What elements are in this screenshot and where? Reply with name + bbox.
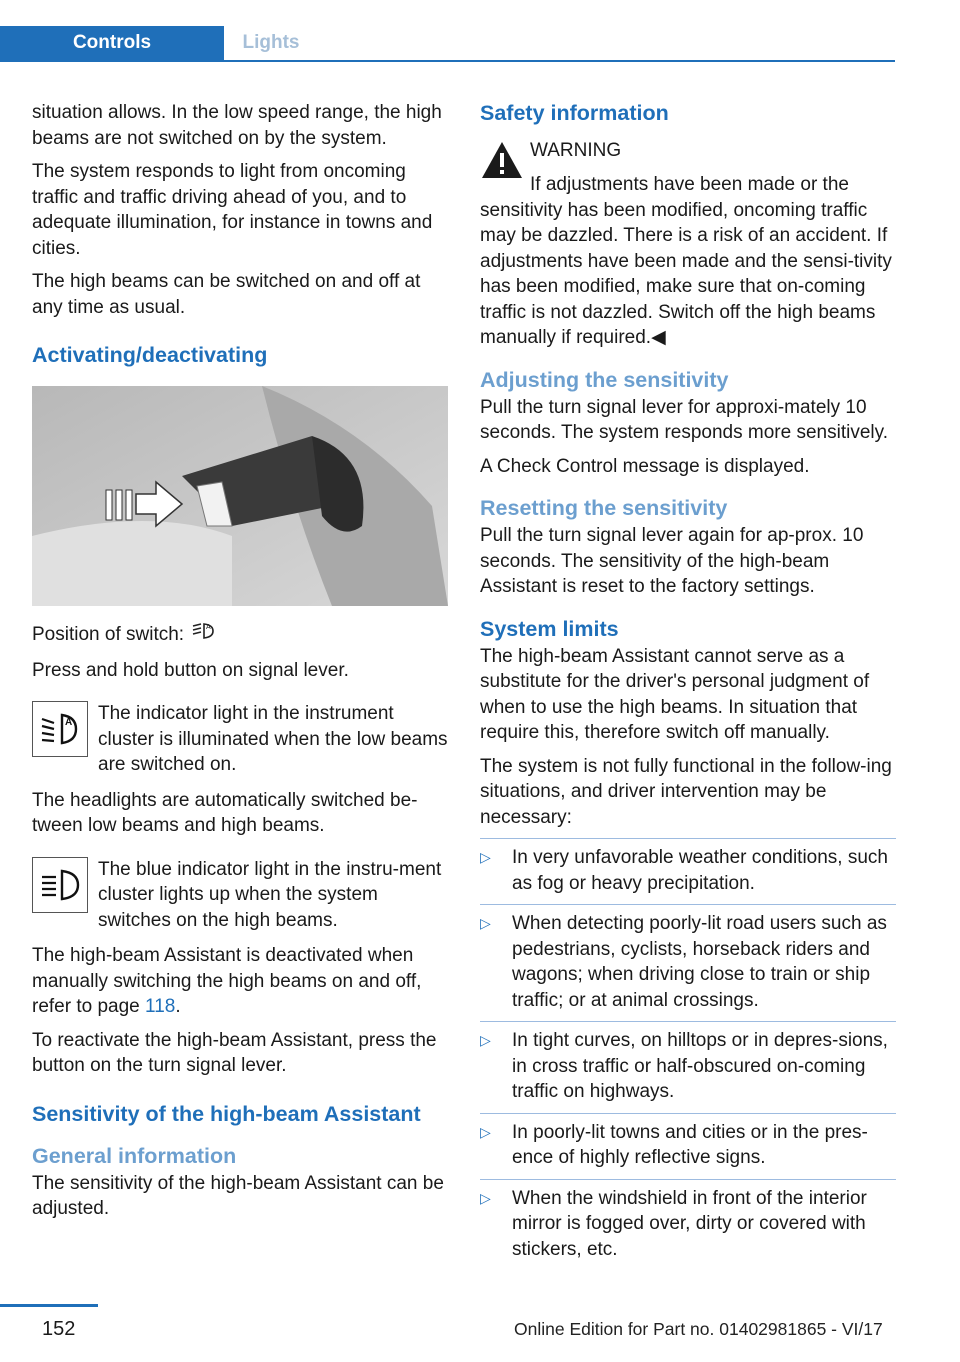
paragraph: Press and hold button on signal lever. bbox=[32, 659, 349, 681]
paragraph: To reactivate the high-beam Assistant, press the button on the turn signal lever. bbox=[32, 1029, 437, 1076]
high-beam-assistant-icon bbox=[189, 620, 217, 650]
left-column bbox=[32, 100, 448, 1230]
heading-adjusting-sensitivity: Adjusting the sensitivity bbox=[480, 367, 729, 392]
edition-info: Online Edition for Part no. 01402981865 - VI/17 bbox=[514, 1319, 883, 1339]
header-rule bbox=[0, 60, 895, 62]
paragraph: The high beams can be switched on and off at any time as usual. bbox=[32, 271, 421, 318]
paragraph: A Check Control message is displayed. bbox=[480, 455, 810, 477]
list-item-text: When detecting poorly-lit road users such as pedestrians, cyclists, horseback riders and wagons; when driving close to train or ship traffic; or at animal crossings. bbox=[512, 913, 887, 1011]
svg-text:A: A bbox=[65, 717, 73, 728]
paragraph: The high-beam Assistant cannot serve as a substitute for the driver's personal judgment of when to use the high beams. In situation that require this, therefore switch off manually. bbox=[480, 645, 870, 743]
list-item bbox=[480, 838, 896, 904]
paragraph: situation allows. In the low speed range, the high beams are not switched on by the system. bbox=[32, 102, 442, 149]
svg-text:A: A bbox=[206, 624, 212, 631]
switch-position bbox=[32, 620, 448, 650]
header-tabs bbox=[0, 26, 895, 62]
paragraph: Pull the turn signal lever again for ap-prox. 10 seconds. The sensitivity of the high-beam Assistant is reset to the factory settings. bbox=[480, 525, 864, 597]
list-item-text: In tight curves, on hilltops or in depres-sions, in cross traffic or half-obscured on-coming traffic on highways. bbox=[512, 1030, 888, 1102]
list-item bbox=[480, 904, 896, 1021]
heading-system-limits: System limits bbox=[480, 616, 619, 641]
list-item-text: In poorly-lit towns and cities or in the pres-ence of highly reflective signs. bbox=[512, 1121, 868, 1168]
paragraph: The indicator light in the instrument cluster is illuminated when the low beams are switched on. bbox=[98, 703, 448, 775]
list-item bbox=[480, 1021, 896, 1113]
triangle-bullet-icon: ▷ bbox=[480, 1123, 491, 1140]
list-item-text: In very unfavorable weather conditions, such as fog or heavy precipitation. bbox=[512, 847, 888, 894]
period: . bbox=[175, 996, 181, 1017]
warning-triangle-icon bbox=[480, 140, 524, 180]
low-beam-assist-icon bbox=[32, 701, 88, 757]
signal-lever-illustration bbox=[32, 386, 448, 606]
paragraph: The system is not fully functional in the follow-ing situations, and driver intervention may be necessary: bbox=[480, 755, 892, 828]
warning-text: If adjustments have been made or the sensitivity has been modified, oncoming traffic may be dazzled. There is a risk of an accident. If adjustments have been made and the sensi-tivity has been modified, make sure that on-coming traffic is not dazzled. Switch off the high beams manually if required.◀ bbox=[480, 174, 892, 348]
heading-safety-information: Safety information bbox=[480, 101, 669, 125]
triangle-bullet-icon: ▷ bbox=[480, 1189, 491, 1206]
paragraph: The headlights are automatically switched be-tween low beams and high beams. bbox=[32, 789, 418, 836]
heading-sensitivity: Sensitivity of the high-beam Assistant bbox=[32, 1101, 421, 1126]
paragraph: Pull the turn signal lever for approxi-mately 10 seconds. The system responds more sensitively. bbox=[480, 396, 888, 443]
list-item bbox=[480, 1113, 896, 1179]
tab-lights[interactable]: Lights bbox=[242, 32, 300, 53]
triangle-bullet-icon: ▷ bbox=[480, 915, 491, 931]
system-limits-list bbox=[480, 838, 896, 1270]
paragraph: The sensitivity of the high-beam Assistant can be adjusted. bbox=[32, 1172, 444, 1219]
high-beam-indicator-row bbox=[32, 857, 448, 934]
triangle-bullet-icon: ▷ bbox=[480, 849, 491, 865]
paragraph: The blue indicator light in the instru-ment cluster lights up when the system switches on the high beams. bbox=[98, 858, 442, 931]
high-beam-icon bbox=[32, 857, 88, 913]
footer-rule bbox=[0, 1304, 98, 1307]
paragraph: The system responds to light from oncoming traffic and traffic driving ahead of you, and to adequate illumination, for instance in towns and cities. bbox=[32, 161, 433, 259]
list-item-text: When the windshield in front of the interior mirror is fogged over, dirty or covered with stickers, etc. bbox=[512, 1187, 867, 1260]
warning-label: WARNING bbox=[530, 140, 622, 161]
page-link[interactable]: 118 bbox=[145, 996, 176, 1017]
tab-controls[interactable]: Controls bbox=[0, 26, 224, 60]
list-item bbox=[480, 1179, 896, 1271]
switch-label: Position of switch: bbox=[32, 623, 185, 645]
heading-resetting-sensitivity: Resetting the sensitivity bbox=[480, 496, 728, 520]
heading-general-information: General information bbox=[32, 1143, 237, 1168]
deactivation-text: The high-beam Assistant is deactivated when manually switching the high beams on and off, refer to page bbox=[32, 945, 422, 1017]
triangle-bullet-icon: ▷ bbox=[480, 1032, 491, 1048]
heading-activating: Activating/deactivating bbox=[32, 343, 268, 367]
deactivation-paragraph bbox=[32, 943, 448, 1020]
page-number: 152 bbox=[42, 1318, 76, 1340]
right-column bbox=[480, 100, 896, 1270]
lever-illustration-svg bbox=[32, 386, 448, 606]
low-beam-indicator-row bbox=[32, 701, 448, 778]
